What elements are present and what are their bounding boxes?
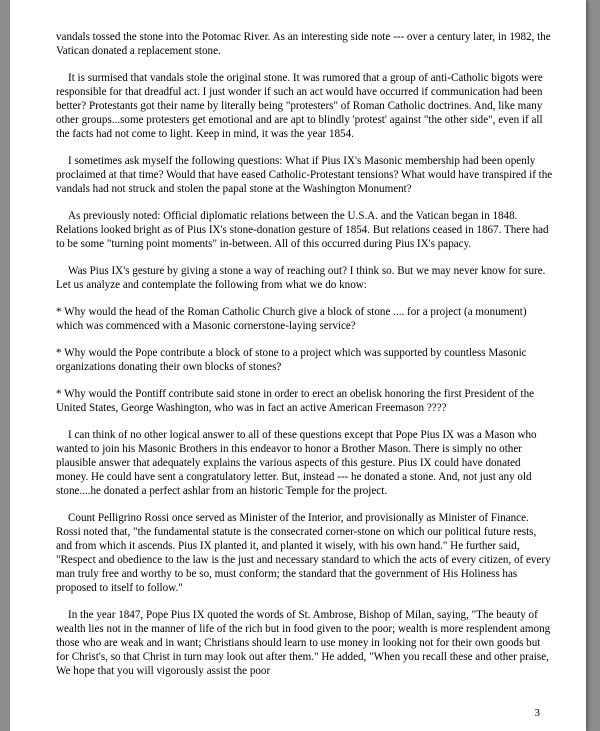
paragraph: I can think of no other logical answer to all of these questions except that Pope Pius IX was a Mason who wanted to join his Masonic Brothers in this endeavor to honor a Brother Mason. There is simply no other plausible answer that adequately explains the various aspects of this gesture. Pius IX could have donated money. He could have sent a congratulatory letter. But, instead --- he donated a stone. And, not just any old stone....he donated a perfect ashlar from an historic Temple for the project. bbox=[56, 429, 537, 497]
paragraph: It is surmised that vandals stole the original stone. It was rumored that a group of anti-Catholic bigots were responsible for that dreadful act. I just wonder if such an act would have occurred if communication had been better? Protestants got their name by literally being "protesters" of Roman Catholic doctrines. And, like many other groups...some protesters get emotional and are apt to blindly 'protest' against "the other side", even if all the facts had not come to light. Keep in mind, it was the year 1854. bbox=[56, 72, 543, 140]
paragraph: As previously noted: Official diplomatic relations between the U.S.A. and the Vatican began in 1848. Relations looked bright as of Pius IX's stone-donation gesture of 1854. But relations ceased in 1867. There had to be some "turning point moments" in-between. All of this occurred during Pius IX's papacy. bbox=[56, 210, 549, 250]
page-body bbox=[56, 30, 554, 691]
paragraph: Was Pius IX's gesture by giving a stone a way of reaching out? I think so. But we may never know for sure. Let us analyze and contemplate the following from what we do know: bbox=[56, 265, 546, 291]
paragraph: vandals tossed the stone into the Potomac River. As an interesting side note --- over a century later, in 1982, the Vatican donated a replacement stone. bbox=[56, 31, 551, 57]
bullet-paragraph: * Why would the head of the Roman Catholic Church give a block of stone .... for a project (a monument) which was commenced with a Masonic cornerstone-laying service? bbox=[56, 306, 527, 332]
bullet-paragraph: * Why would the Pontiff contribute said stone in order to erect an obelisk honoring the first President of the United States, George Washington, who was in fact an active American Freemason ???? bbox=[56, 388, 535, 414]
document-page bbox=[10, 0, 586, 731]
paragraph: I sometimes ask myself the following questions: What if Pius IX's Masonic membership had been openly proclaimed at that time? Would that have eased Catholic-Protestant tensions? What would have transpired if the vandals had not struck and stolen the papal stone at the Washington Monument? bbox=[56, 155, 553, 195]
paragraph: In the year 1847, Pope Pius IX quoted the words of St. Ambrose, Bishop of Milan, saying, "The beauty of wealth lies not in the manner of life of the rich but in food given to the poor; wealth is more resplendent among those who are weak and in want; Christians should learn to use money in looking not for their own goods but for Christ's, so that Christ in turn may look out after them." He added, "When you recall these and other praise, We hope that you will vigorously assist the poor bbox=[56, 609, 551, 677]
page-number: 3 bbox=[534, 707, 540, 719]
bullet-paragraph: * Why would the Pope contribute a block of stone to a project which was supported by countless Masonic organizations donating their own blocks of stones? bbox=[56, 347, 527, 373]
paragraph: Count Pelligrino Rossi once served as Minister of the Interior, and provisionally as Minister of Finance. Rossi noted that, "the fundamental statute is the consecrated corner-stone on which our political future rests, and from which it ascends. Pius IX planted it, and planted it wisely, with his own hand." He further said, "Respect and obedience to the law is the just and necessary standard to which the acts of every citizen, of every man truly free and worthy to be so, must conform; the standard that the government of His Holiness has proposed to itself to follow." bbox=[56, 512, 551, 594]
